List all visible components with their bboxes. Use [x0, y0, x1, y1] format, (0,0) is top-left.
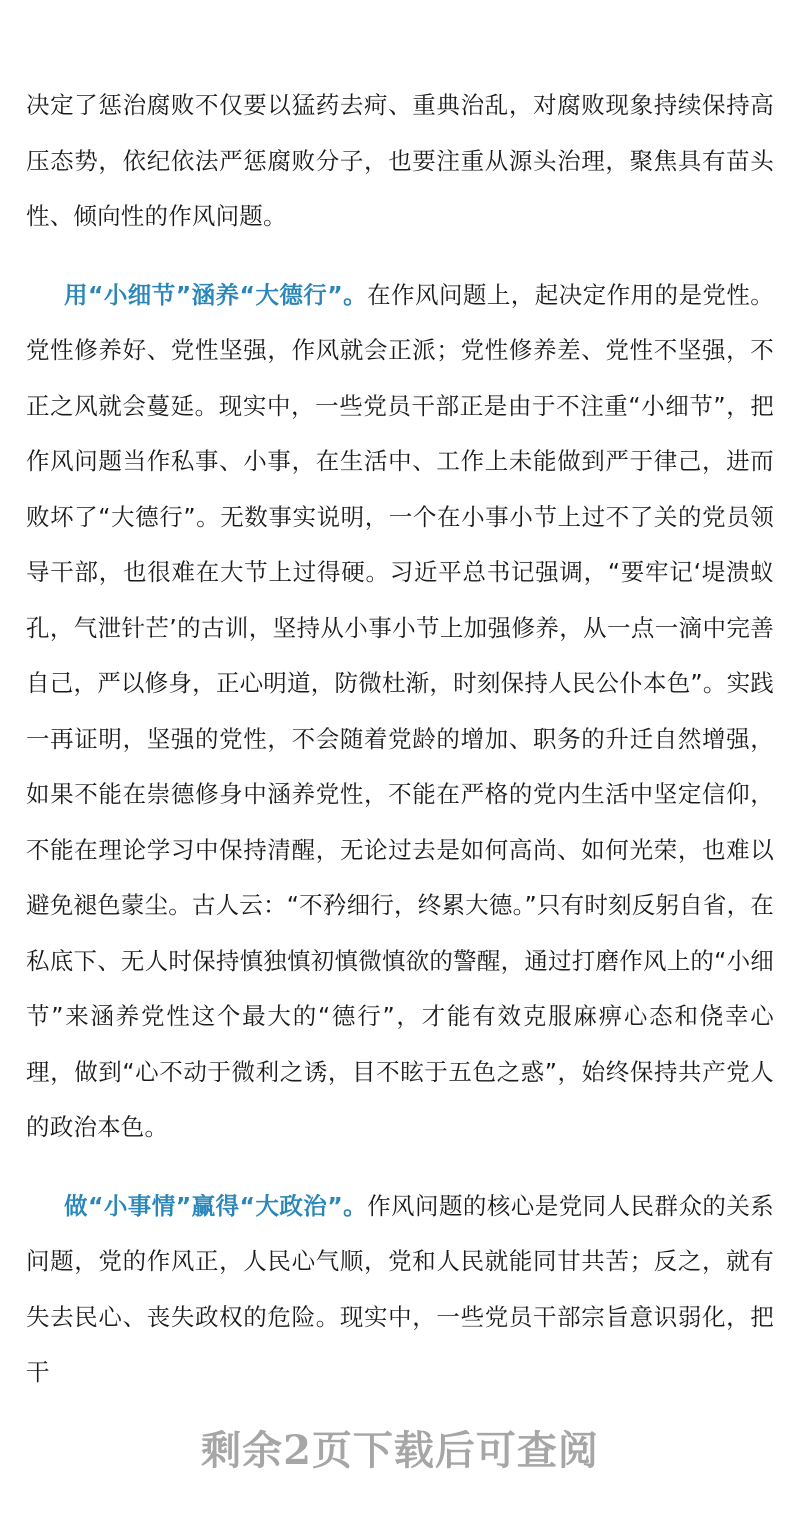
section-lead-heading: 用“小细节”涵养“大德行”。 — [64, 280, 368, 309]
paragraph-small-details — [26, 268, 774, 1156]
paragraph-text: 在作风问题上，起决定作用的是党性。党性修养好、党性坚强，作风就会正派；党性修养差、党性不坚强，不正之风就会蔓延。现实中，一些党员干部正是由于不注重“小细节”，把作风问题当作私事、小事，在生活中、工作上未能做到严于律己，进而败坏了“大德行”。无数事实说明，一个在小事小节上过不了关的党员领导干部，也很难在大节上过得硬。习近平总书记强调，“要牢记‘堤溃蚁孔，气泄针芒’的古训，坚持从小事小节上加强修养，从一点一滴中完善自己，严以修身，正心明道，防微杜渐，时刻保持人民公仆本色”。实践一再证明，坚强的党性，不会随着党龄的增加、职务的升迁自然增强，如果不能在崇德修身中涵养党性，不能在严格的党内生活中坚定信仰，不能在理论学习中保持清醒，无论过去是如何高尚、如何光荣，也难以避免褪色蒙尘。古人云：“不矜细行，终累大德。”只有时刻反躬自省，在私底下、无人时保持慎独慎初慎微慎欲的警醒，通过打磨作风上的“小细节”来涵养党性这个最大的“德行”，才能有效克服麻痹心态和侥幸心理，做到“心不动于微利之诱，目不眩于五色之惑”，始终保持共产党人的政治本色。 — [26, 280, 774, 1141]
download-to-view-text: 下载后可查阅 — [352, 1427, 599, 1474]
download-notice[interactable] — [0, 1418, 800, 1488]
remaining-pages-text: 剩余2页 — [201, 1427, 353, 1474]
paragraph-small-things — [26, 1179, 774, 1401]
paragraph-text: 决定了惩治腐败不仅要以猛药去疴、重典治乱，对腐败现象持续保持高压态势，依纪依法严惩腐败分子，也要注重从源头治理，聚焦具有苗头性、倾向性的作风问题。 — [26, 91, 774, 230]
paragraph-intro — [26, 78, 774, 245]
paragraph-text: 作风问题的核心是党同人民群众的关系问题，党的作风正，人民心气顺，党和人民就能同甘共苦；反之，就有失去民心、丧失政权的危险。现实中，一些党员干部宗旨意识弱化，把干 — [26, 1191, 774, 1386]
document-body — [26, 78, 774, 1401]
section-lead-heading: 做“小事情”赢得“大政治”。 — [64, 1191, 368, 1220]
